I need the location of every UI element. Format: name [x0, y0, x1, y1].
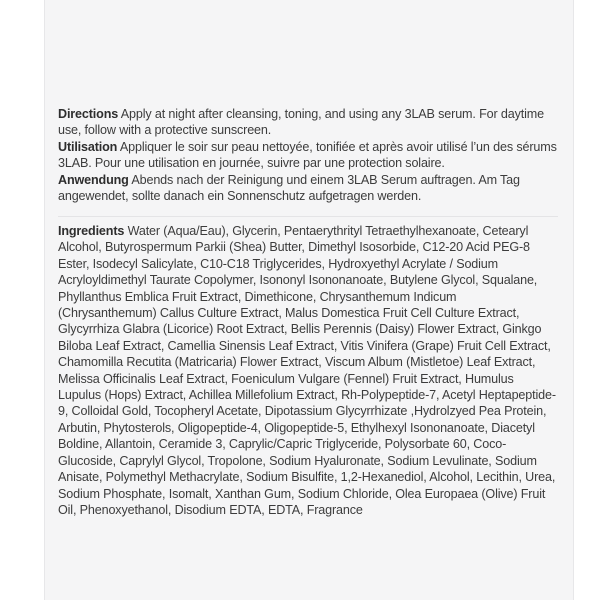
utilisation-text: Appliquer le soir sur peau nettoyée, tonifiée et après avoir utilisé l’un des sérums 3LAB. Pour une utilisation en journée, suivre par une protection solaire.: [58, 139, 557, 171]
directions-text: Apply at night after cleansing, toning, and using any 3LAB serum. For daytime use, follow with a protective sunscreen.: [58, 107, 544, 138]
ingredients-list: Water (Aqua/Eau), Glycerin, Pentaerythrityl Tetraethylhexanoate, Cetearyl Alcohol, Butyrospermum Parkii (Shea) Butter, Dimethyl Isosorbide, C12-20 Acid PEG-8 Ester, Isodecyl Salicylate, C10-C18 Triglycerides, Hydroxyethyl Acrylate / Sodium Acryloyldimethyl Taurate Copolymer, Isononyl Isononanoate, Butylene Glycol, Squalane, Phyllanthus Emblica Fruit Extract, Dimethicone, Chrysanthemum Indicum (Chrysanthemum) Callus Culture Extract, Malus Domestica Fruit Cell Culture Extract, Glycyrrhiza Glabra (Licorice) Root Extract, Bellis Perennis (Daisy) Flower Extract, Ginkgo Biloba Leaf Extract, Camellia Sinensis Leaf Extract, Vitis Vinifera (Grape) Fruit Cell Extract, Chamomilla Recutita (Matricaria) Flower Extract, Viscum Album (Mistletoe) Leaf Extract, Melissa Officinalis Leaf Extract, Foeniculum Vulgare (Fennel) Fruit Extract, Humulus Lupulus (Hops) Extract, Achillea Millefolium Extract, Rh-Polypeptide-7, Acetyl Heptapeptide-9, Colloidal Gold, Tocopheryl Acetate, Dipotassium Glycyrrhizate ,Hydrolzyed Pea Protein, Arbutin, Phytosterols, Oligopeptide-4, Oligopeptide-5, Ethylhexyl Isononanoate, Diacetyl Boldine, Allantoin, Ceramide 3, Caprylic/Capric Triglyceride, Polysorbate 60, Coco-Glucoside, Caprylyl Glycol, Tropolone, Sodium Hyaluronate, Sodium Levulinate, Sodium Anisate, Polymethyl Methacrylate, Sodium Bisulfite, 1,2-Hexanediol, Alcohol, Lecithin, Urea, Sodium Phosphate, Isomalt, Xanthan Gum, Sodium Chloride, Olea Europaea (Olive) Fruit Oil, Phenoxyethanol, Disodium EDTA, EDTA, Fragrance: [58, 224, 556, 517]
directions-section: [58, 106, 558, 204]
ingredients-heading: Ingredients: [58, 224, 125, 238]
ingredients-paragraph: [58, 223, 558, 518]
directions-french: [58, 139, 558, 172]
directions-german: [58, 172, 558, 205]
directions-heading: Directions: [58, 107, 119, 121]
anwendung-heading: Anwendung: [58, 172, 129, 187]
section-divider: [58, 216, 558, 217]
directions-english: [58, 106, 558, 139]
utilisation-heading: Utilisation: [58, 139, 118, 154]
ingredients-section: [58, 223, 558, 518]
anwendung-text: Abends nach der Reinigung und einem 3LAB Serum auftragen. Am Tag angewendet, sollte danach ein Sonnenschutz aufgetragen werden.: [58, 172, 520, 204]
